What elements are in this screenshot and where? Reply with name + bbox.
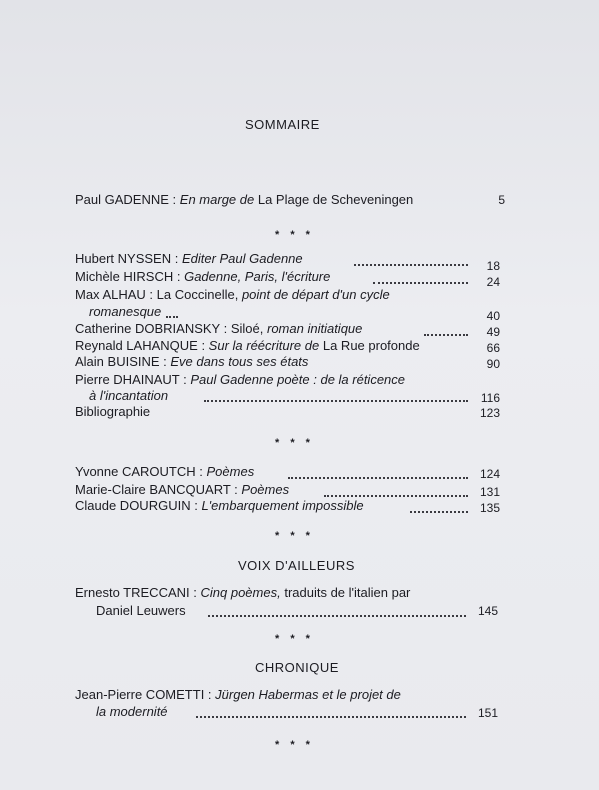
- leader-dots: [196, 716, 466, 718]
- leader-dots: [324, 495, 468, 497]
- entry-title: point de départ d'un cycle: [241, 287, 390, 302]
- toc-entry-nyssen: Hubert NYSSEN : Editer Paul Gadenne: [75, 251, 303, 266]
- entry-author: Jean-Pierre COMETTI: [75, 687, 205, 702]
- entry-page: 135: [479, 501, 500, 515]
- entry-author: Yvonne CAROUTCH: [75, 464, 196, 479]
- section-stars: * * *: [275, 530, 314, 542]
- entry-title-plain: La Plage de Scheveningen: [257, 192, 414, 207]
- toc-entry-dourguin: Claude DOURGUIN : L'embarquement impossible: [75, 498, 364, 513]
- entry-page: 24: [486, 275, 500, 289]
- entry-author: Catherine DOBRIANSKY: [75, 321, 220, 336]
- entry-author: Claude DOURGUIN: [75, 498, 191, 513]
- toc-entry-lahanque: Reynald LAHANQUE : Sur la réécriture de La Rue profonde: [75, 338, 420, 353]
- entry-author: Paul GADENNE: [75, 192, 169, 207]
- entry-title: En marge de: [179, 192, 255, 207]
- toc-entry-dhainaut: Pierre DHAINAUT : Paul Gadenne poète : de la réticence: [75, 372, 406, 387]
- entry-title-plain: La Rue profonde: [322, 338, 420, 353]
- entry-page: 66: [486, 341, 500, 355]
- entry-title: Jürgen Habermas et le projet de: [215, 687, 401, 702]
- section-stars: * * *: [275, 633, 314, 645]
- leader-dots: [208, 615, 466, 617]
- entry-author: Marie-Claire BANCQUART: [75, 482, 231, 497]
- entry-continuation: à l'incantation: [89, 388, 169, 403]
- entry-page: 123: [479, 406, 500, 420]
- leader-dots: [373, 282, 468, 284]
- entry-author: Hubert NYSSEN: [75, 251, 172, 266]
- entry-page: 90: [486, 357, 500, 371]
- entry-page: 116: [480, 391, 500, 405]
- entry-title: L'embarquement impossible: [201, 498, 364, 513]
- leader-dots: [166, 316, 178, 318]
- section-heading-voix: VOIX D'AILLEURS: [238, 558, 355, 573]
- section-heading-chronique: CHRONIQUE: [255, 660, 339, 675]
- entry-page: 40: [486, 309, 500, 323]
- entry-author: Pierre DHAINAUT: [75, 372, 180, 387]
- entry-author: Michèle HIRSCH: [75, 269, 174, 284]
- entry-title: Editer Paul Gadenne: [181, 251, 303, 266]
- leader-dots: [424, 334, 468, 336]
- entry-title: roman initiatique: [267, 321, 363, 336]
- entry-title: Cinq poèmes,: [200, 585, 281, 600]
- entry-page: 145: [477, 604, 498, 618]
- entry-title: Gadenne, Paris, l'écriture: [184, 269, 331, 284]
- leader-dots: [410, 511, 468, 513]
- toc-entry-bancquart: Marie-Claire BANCQUART : Poèmes: [75, 482, 290, 497]
- entry-title: Sur la réécriture de: [208, 338, 320, 353]
- toc-entry-cometti: Jean-Pierre COMETTI : Jürgen Habermas et le projet de: [75, 687, 401, 702]
- entry-page: 5: [498, 193, 505, 207]
- toc-entry-treccani: Ernesto TRECCANI : Cinq poèmes, traduits de l'italien par: [75, 585, 411, 600]
- toc-entry-buisine: Alain BUISINE : Eve dans tous ses états: [75, 354, 309, 369]
- entry-title: Paul Gadenne poète : de la réticence: [190, 372, 406, 387]
- toc-entry-gadenne: [75, 192, 413, 207]
- entry-continuation: Daniel Leuwers: [96, 603, 186, 618]
- entry-page: 151: [477, 706, 498, 720]
- entry-page: 49: [486, 325, 500, 339]
- entry-continuation: romanesque: [89, 304, 162, 319]
- leader-dots: [354, 264, 468, 266]
- leader-dots: [204, 400, 468, 402]
- entry-author: Reynald LAHANQUE: [75, 338, 198, 353]
- entry-separator: :: [172, 192, 177, 207]
- entry-author: Alain BUISINE: [75, 354, 160, 369]
- entry-title: Poèmes: [206, 464, 255, 479]
- entry-title: Eve dans tous ses états: [170, 354, 309, 369]
- section-stars: * * *: [275, 437, 314, 449]
- toc-entry-dobriansky: Catherine DOBRIANSKY : Siloé, roman initiatique: [75, 321, 363, 336]
- toc-entry-bibliographie: Bibliographie: [75, 404, 151, 419]
- section-stars: * * *: [275, 229, 314, 241]
- toc-entry-hirsch: Michèle HIRSCH : Gadenne, Paris, l'écriture: [75, 269, 331, 284]
- entry-page: 18: [486, 259, 500, 273]
- entry-title-plain: traduits de l'italien par: [284, 585, 411, 600]
- entry-author: Max ALHAU: [75, 287, 146, 302]
- entry-title-plain: Siloé,: [230, 321, 264, 336]
- entry-author: Ernesto TRECCANI: [75, 585, 190, 600]
- section-stars: * * *: [275, 739, 314, 751]
- sommaire-heading: SOMMAIRE: [245, 117, 320, 132]
- entry-continuation: la modernité: [96, 704, 168, 719]
- toc-entry-caroutch: Yvonne CAROUTCH : Poèmes: [75, 464, 255, 479]
- entry-title: Poèmes: [241, 482, 290, 497]
- entry-page: 131: [479, 485, 500, 499]
- leader-dots: [288, 477, 468, 479]
- entry-page: 124: [479, 467, 500, 481]
- toc-entry-alhau: Max ALHAU : La Coccinelle, point de départ d'un cycle: [75, 287, 390, 302]
- entry-title-plain: La Coccinelle,: [156, 287, 239, 302]
